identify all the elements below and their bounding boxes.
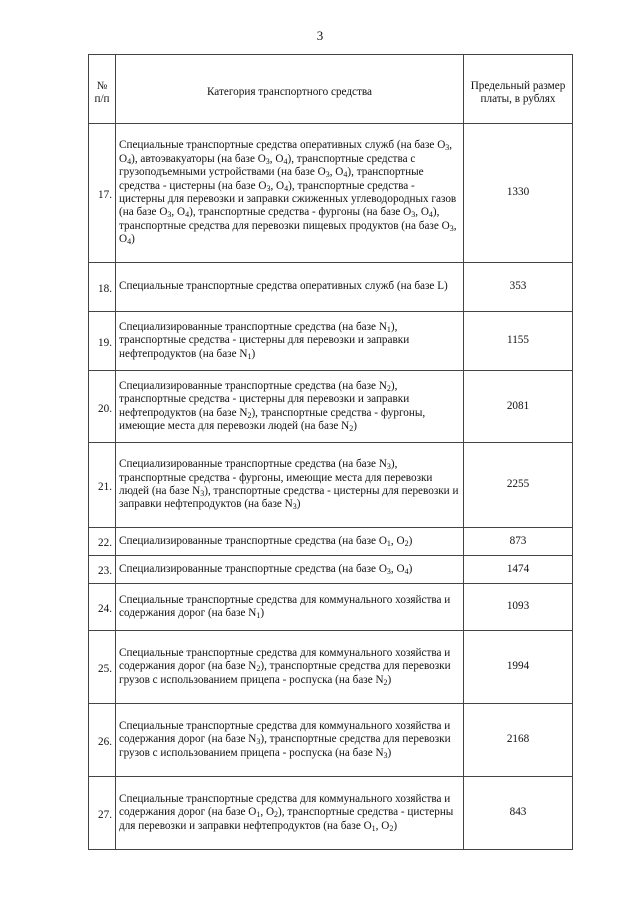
row-fee: 2081 xyxy=(464,371,573,443)
header-number: № п/п xyxy=(89,55,116,124)
row-fee: 1093 xyxy=(464,584,573,631)
row-category: Специальные транспортные средства для коммунального хозяйства и содержания дорог (на базе $O_1$, $O_2$), транспортные средства - цистерны для перевозки и заправки нефтепродуктов (на базе $O_1$, $O_2$) xyxy=(116,777,464,850)
table-row xyxy=(89,556,573,584)
row-category: Специализированные транспортные средства (на базе $N_2$), транспортные средства - цистерны для перевозки и заправки нефтепродуктов (на базе $N_2$), транспортные средства - фургоны, имеющие места для перевозки людей (на базе $N_2$) xyxy=(116,371,464,443)
row-fee: 1474 xyxy=(464,556,573,584)
table-row xyxy=(89,584,573,631)
row-fee: 1994 xyxy=(464,631,573,704)
row-number: 26. xyxy=(89,704,116,777)
row-number: 24. xyxy=(89,584,116,631)
row-fee: 2255 xyxy=(464,443,573,528)
row-number: 25. xyxy=(89,631,116,704)
row-category: Специальные транспортные средства оперативных служб (на базе $O_3$, $O_4$), автоэвакуаторы (на базе $O_3$, $O_4$), транспортные средства с грузоподъемными устройствами (на базе $O_3$, $O_4$), транспортные средства - цистерны (на базе $O_3$, $O_4$), транспортные средства - цистерны для перевозки и заправки сжиженных углеводородных газов (на базе $O_3$, $O_4$), транспортные средства - фургоны (на базе $O_3$, $O_4$), транспортные средства для перевозки пищевых продуктов (на базе $O_3$, $O_4$) xyxy=(116,124,464,263)
table-row xyxy=(89,371,573,443)
table-row xyxy=(89,263,573,312)
row-number: 27. xyxy=(89,777,116,850)
row-fee: 353 xyxy=(464,263,573,312)
page-number: 3 xyxy=(316,28,324,43)
row-number: 18. xyxy=(89,263,116,312)
row-number: 21. xyxy=(89,443,116,528)
row-number: 23. xyxy=(89,556,116,584)
row-fee: 2168 xyxy=(464,704,573,777)
row-number: 22. xyxy=(89,528,116,556)
row-number: 20. xyxy=(89,371,116,443)
table-row xyxy=(89,704,573,777)
vehicle-fee-table xyxy=(88,54,573,850)
row-category: Специализированные транспортные средства (на базе $O_1$, $O_2$) xyxy=(116,528,464,556)
row-fee: 873 xyxy=(464,528,573,556)
header-fee: Предельный размер платы, в рублях xyxy=(464,55,573,124)
row-category: Специализированные транспортные средства (на базе $N_3$), транспортные средства - фургоны, имеющие места для перевозки людей (на базе $N_3$), транспортные средства - цистерны для перевозки и заправки нефтепродуктов (на базе $N_3$) xyxy=(116,443,464,528)
row-number: 19. xyxy=(89,312,116,371)
row-category: Специальные транспортные средства для коммунального хозяйства и содержания дорог (на базе $N_1$) xyxy=(116,584,464,631)
table-row xyxy=(89,631,573,704)
row-category: Специальные транспортные средства оперативных служб (на базе L) xyxy=(116,263,464,312)
row-fee: 1155 xyxy=(464,312,573,371)
table-row xyxy=(89,312,573,371)
table-row xyxy=(89,443,573,528)
table-row xyxy=(89,124,573,263)
row-category: Специализированные транспортные средства (на базе $O_3$, $O_4$) xyxy=(116,556,464,584)
row-fee: 843 xyxy=(464,777,573,850)
row-category: Специальные транспортные средства для коммунального хозяйства и содержания дорог (на базе $N_3$), транспортные средства для перевозки грузов с использованием прицепа - роспуска (на базе $N_3$) xyxy=(116,704,464,777)
row-number: 17. xyxy=(89,124,116,263)
table-row xyxy=(89,777,573,850)
row-category: Специальные транспортные средства для коммунального хозяйства и содержания дорог (на базе $N_2$), транспортные средства для перевозки грузов с использованием прицепа - роспуска (на базе $N_2$) xyxy=(116,631,464,704)
row-category: Специализированные транспортные средства (на базе $N_1$), транспортные средства - цистерны для перевозки и заправки нефтепродуктов (на базе $N_1$) xyxy=(116,312,464,371)
header-category: Категория транспортного средства xyxy=(116,55,464,124)
table-header-row xyxy=(89,55,573,124)
row-fee: 1330 xyxy=(464,124,573,263)
table-row xyxy=(89,528,573,556)
